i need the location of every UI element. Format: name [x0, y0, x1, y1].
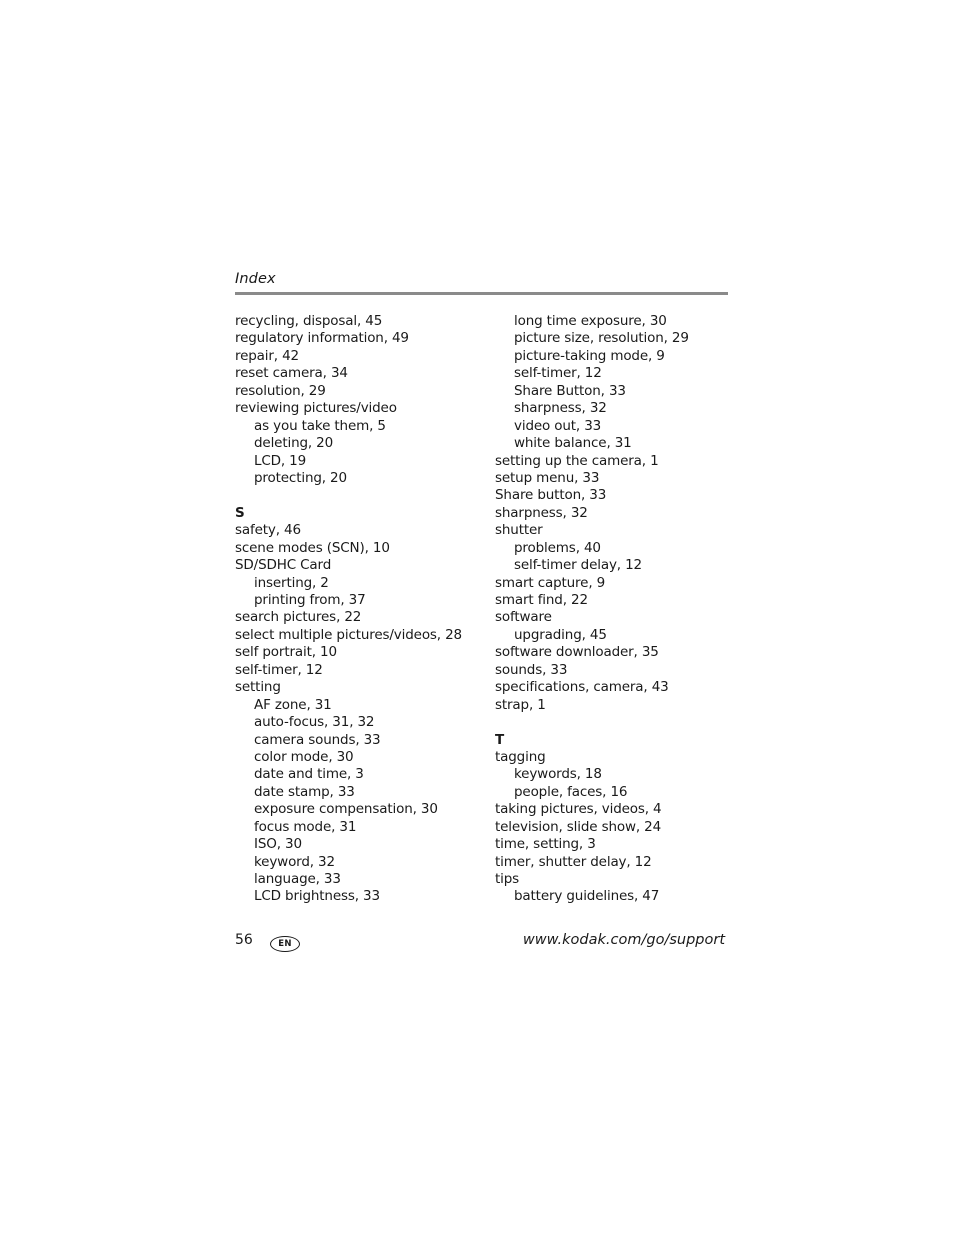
index-subentry: auto-focus, 31, 32	[254, 714, 375, 731]
index-subentry: problems, 40	[514, 539, 601, 556]
index-entry: tagging	[495, 748, 546, 765]
index-entry: Share button, 33	[495, 487, 607, 504]
index-entry: software downloader, 35	[495, 644, 659, 661]
index-spacer	[495, 714, 755, 731]
index-subentry: keyword, 32	[254, 853, 335, 870]
index-subentry: self-timer delay, 12	[514, 557, 642, 574]
index-subentry: inserting, 2	[254, 574, 329, 591]
index-subentry: as you take them, 5	[254, 417, 386, 434]
index-entry: shutter	[495, 522, 543, 539]
index-entry: timer, shutter delay, 12	[495, 853, 652, 870]
index-subentry: deleting, 20	[254, 435, 334, 452]
index-entry: reset camera, 34	[235, 365, 348, 382]
index-subentry: date stamp, 33	[254, 783, 355, 800]
index-entry: repair, 42	[235, 347, 299, 364]
index-subentry: focus mode, 31	[254, 818, 357, 835]
index-subentry: upgrading, 45	[514, 626, 607, 643]
index-subentry: LCD brightness, 33	[254, 888, 380, 905]
index-entry: SD/SDHC Card	[235, 557, 332, 574]
index-subentry: sharpness, 32	[514, 400, 607, 417]
index-subentry: exposure compensation, 30	[254, 801, 438, 818]
index-subentry: date and time, 3	[254, 766, 364, 783]
index-entry: sharpness, 32	[495, 504, 588, 521]
index-entry: setting up the camera, 1	[495, 452, 659, 469]
page-number: 56	[235, 932, 253, 948]
index-entry: setup menu, 33	[495, 469, 600, 486]
index-subentry: video out, 33	[514, 417, 602, 434]
index-entry: television, slide show, 24	[495, 818, 662, 835]
index-entry: time, setting, 3	[495, 836, 596, 853]
index-section-letter: S	[235, 504, 245, 521]
index-subentry: picture size, resolution, 29	[514, 330, 689, 347]
index-entry: self-timer, 12	[235, 661, 323, 678]
index-entry: software	[495, 609, 552, 626]
index-section-letter: T	[495, 731, 505, 748]
index-column-right	[495, 313, 755, 906]
header-divider	[235, 292, 728, 295]
index-entry: taking pictures, videos, 4	[495, 801, 662, 818]
index-subentry: AF zone, 31	[254, 696, 332, 713]
index-entry: tips	[495, 871, 520, 887]
index-subentry: white balance, 31	[514, 435, 632, 452]
index-subentry: color mode, 30	[254, 748, 354, 765]
index-entry: safety, 46	[235, 522, 301, 539]
index-entry: select multiple pictures/videos, 28	[235, 626, 462, 643]
index-entry: specifications, camera, 43	[495, 679, 669, 696]
index-entry: search pictures, 22	[235, 609, 362, 626]
index-subentry: language, 33	[254, 871, 341, 887]
index-entry: sounds, 33	[495, 661, 568, 678]
page-header-title: Index	[235, 271, 276, 287]
index-subentry: picture-taking mode, 9	[514, 347, 665, 364]
language-badge: EN	[270, 936, 300, 952]
index-subentry: protecting, 20	[254, 469, 347, 486]
index-entry: recycling, disposal, 45	[235, 313, 383, 329]
index-column-left	[235, 313, 495, 906]
index-entry: self portrait, 10	[235, 644, 337, 661]
index-subentry: keywords, 18	[514, 766, 602, 783]
index-entry: strap, 1	[495, 696, 546, 713]
index-subentry: LCD, 19	[254, 452, 307, 469]
index-subentry: printing from, 37	[254, 592, 366, 608]
index-subentry: self-timer, 12	[514, 365, 602, 382]
index-entry: resolution, 29	[235, 382, 326, 399]
index-subentry: ISO, 30	[254, 836, 302, 853]
support-url: www.kodak.com/go/support	[522, 932, 725, 948]
index-subentry: long time exposure, 30	[514, 313, 667, 329]
index-subentry: people, faces, 16	[514, 783, 628, 800]
index-entry: scene modes (SCN), 10	[235, 539, 390, 556]
index-entry: reviewing pictures/video	[235, 400, 397, 417]
index-entry: smart capture, 9	[495, 574, 606, 591]
index-entry: smart find, 22	[495, 592, 588, 608]
index-entry: setting	[235, 679, 281, 696]
index-subentry: camera sounds, 33	[254, 731, 381, 748]
index-subentry: Share Button, 33	[514, 382, 626, 399]
index-entry: regulatory information, 49	[235, 330, 409, 347]
index-subentry: battery guidelines, 47	[514, 888, 660, 905]
index-spacer	[235, 487, 495, 504]
